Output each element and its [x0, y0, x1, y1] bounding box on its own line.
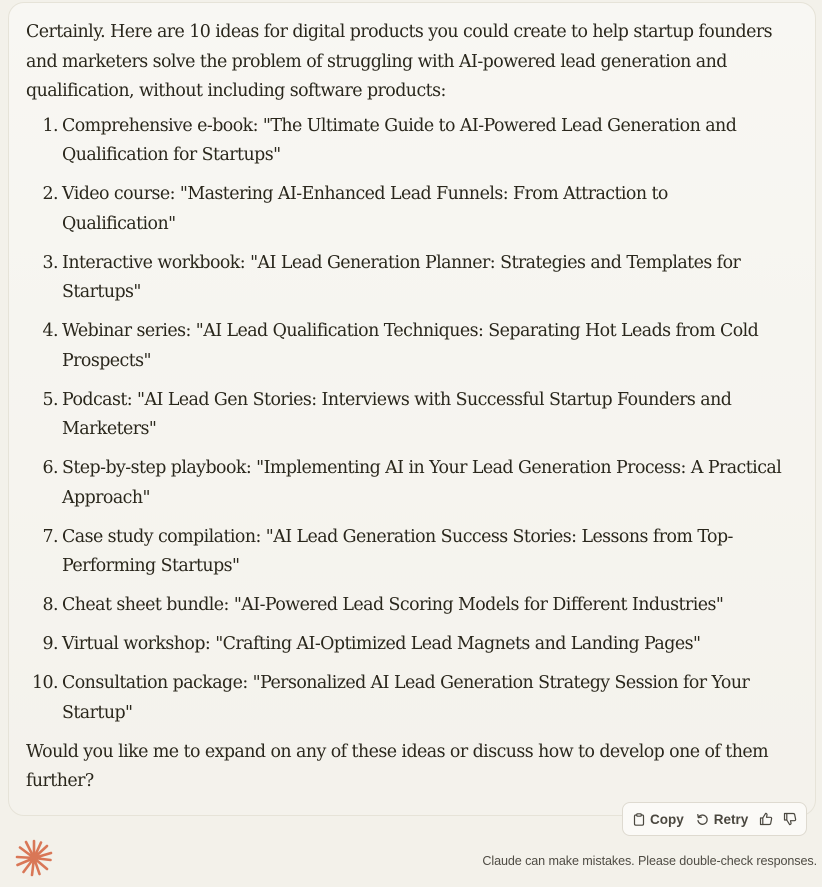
list-item-text: Video course: "Mastering AI-Enhanced Lead Funnels: From Attraction to Qualification" — [62, 184, 668, 234]
disclaimer-text: Claude can make mistakes. Please double-check responses. — [482, 854, 817, 868]
clipboard-icon — [633, 813, 645, 826]
list-item — [26, 523, 786, 582]
list-item-number: 2. — [42, 184, 58, 204]
list-item-text: Consultation package: "Personalized AI Lead Generation Strategy Session for Your Startup" — [62, 673, 750, 723]
retry-button-label: Retry — [713, 811, 749, 827]
list-item — [26, 669, 786, 728]
copy-button-label: Copy — [650, 811, 684, 827]
list-item-text: Case study compilation: "AI Lead Generation Success Stories: Lessons from Top-Performing Startups" — [62, 526, 733, 576]
list-item — [26, 630, 786, 660]
list-item — [26, 249, 786, 308]
list-item-number: 1. — [42, 115, 58, 136]
thumbs-up-button[interactable] — [759, 812, 773, 826]
list-item-text: Podcast: "AI Lead Gen Stories: Interviews with Successful Startup Founders and Marketers" — [62, 389, 732, 439]
message-intro: Certainly. Here are 10 ideas for digital products you could create to help startup founders and marketers solve the problem of struggling with AI-powered lead generation and qualification, without including software products: — [26, 22, 772, 101]
list-item-text: Virtual workshop: "Crafting AI-Optimized Lead Magnets and Landing Pages" — [62, 634, 701, 654]
list-item-number: 4. — [42, 321, 58, 341]
claude-starburst-icon — [15, 839, 53, 877]
thumbs-up-icon — [759, 812, 773, 826]
list-item-text: Cheat sheet bundle: "AI-Powered Lead Scoring Models for Different Industries" — [62, 595, 724, 615]
thumbs-down-button[interactable] — [783, 812, 797, 826]
list-item-number: 3. — [42, 252, 58, 273]
copy-button[interactable] — [633, 812, 684, 827]
list-item-number: 7. — [42, 526, 58, 547]
list-item — [26, 180, 786, 239]
list-item — [26, 112, 786, 171]
list-item-text: Webinar series: "AI Lead Qualification Techniques: Separating Hot Leads from Cold Prospects" — [62, 321, 759, 371]
list-item-number: 5. — [42, 389, 58, 410]
list-item-number: 6. — [42, 458, 58, 478]
list-item — [26, 454, 786, 513]
thumbs-down-icon — [783, 812, 797, 826]
idea-list — [26, 112, 786, 729]
assistant-message-card — [8, 2, 816, 816]
list-item — [26, 317, 786, 376]
list-item — [26, 386, 786, 445]
list-item-text: Comprehensive e-book: "The Ultimate Guide to AI-Powered Lead Generation and Qualification for Startups" — [62, 115, 737, 165]
list-item-text: Step-by-step playbook: "Implementing AI in Your Lead Generation Process: A Practical Approach" — [62, 458, 782, 508]
message-body — [26, 18, 786, 797]
message-outro: Would you like me to expand on any of these ideas or discuss how to develop one of them further? — [26, 741, 769, 791]
message-action-bar — [622, 802, 807, 836]
list-item-number: 9. — [42, 634, 58, 654]
list-item — [26, 591, 786, 621]
list-item-text: Interactive workbook: "AI Lead Generation Planner: Strategies and Templates for Startups" — [62, 252, 741, 302]
retry-icon — [696, 813, 709, 826]
list-item-number: 10. — [31, 673, 58, 693]
list-item-number: 8. — [42, 595, 58, 615]
retry-button[interactable] — [696, 812, 749, 827]
